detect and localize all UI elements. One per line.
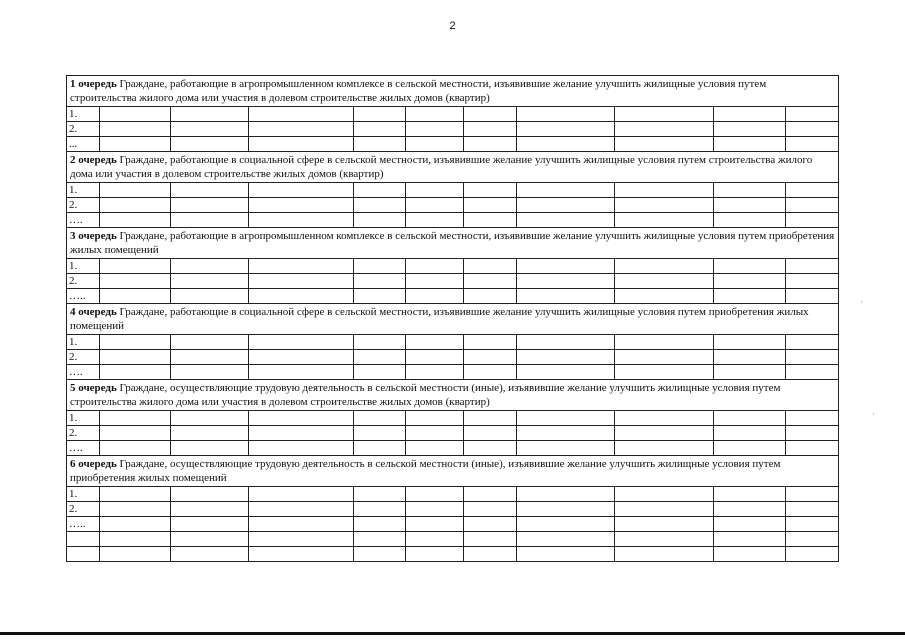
empty-cell	[354, 502, 406, 517]
empty-cell	[100, 289, 171, 304]
empty-cell	[786, 350, 839, 365]
empty-cell	[406, 532, 464, 547]
empty-cell	[171, 198, 249, 213]
empty-cell	[354, 259, 406, 274]
row-number-cell: 1.	[67, 107, 100, 122]
empty-cell	[171, 259, 249, 274]
empty-cell	[464, 183, 517, 198]
empty-cell	[517, 517, 615, 532]
empty-cell	[714, 411, 786, 426]
empty-cell	[406, 426, 464, 441]
empty-cell	[171, 183, 249, 198]
empty-cell	[171, 502, 249, 517]
empty-cell	[517, 122, 615, 137]
table-row	[67, 547, 839, 562]
empty-cell	[406, 441, 464, 456]
empty-cell	[615, 137, 714, 152]
empty-cell	[464, 426, 517, 441]
empty-cell	[171, 441, 249, 456]
empty-cell	[464, 122, 517, 137]
table-row	[67, 213, 839, 228]
empty-cell	[171, 547, 249, 562]
empty-cell	[354, 426, 406, 441]
empty-cell	[786, 183, 839, 198]
empty-cell	[517, 441, 615, 456]
empty-cell	[615, 487, 714, 502]
empty-cell	[517, 487, 615, 502]
empty-cell	[517, 365, 615, 380]
empty-cell	[406, 335, 464, 350]
empty-cell	[714, 441, 786, 456]
scan-speck: ·	[872, 410, 875, 419]
empty-cell	[249, 411, 354, 426]
queue-description: Граждане, работающие в социальной сфере в сельской местности, изъявившие желание улучшить жилищные условия путем строительства жилого дома или участия в долевом строительстве жилых домов (квартир)	[70, 154, 813, 180]
empty-cell	[354, 198, 406, 213]
queue-label: 1 очередь	[70, 78, 117, 90]
empty-cell	[517, 335, 615, 350]
table-row	[67, 411, 839, 426]
empty-cell	[100, 365, 171, 380]
empty-cell	[249, 183, 354, 198]
empty-cell	[100, 274, 171, 289]
table-row	[67, 289, 839, 304]
empty-cell	[517, 213, 615, 228]
empty-cell	[406, 107, 464, 122]
empty-cell	[714, 502, 786, 517]
empty-cell	[171, 107, 249, 122]
empty-cell	[517, 411, 615, 426]
empty-cell	[786, 532, 839, 547]
empty-cell	[354, 137, 406, 152]
row-number-cell: ….	[67, 441, 100, 456]
table-row	[67, 274, 839, 289]
empty-cell	[464, 487, 517, 502]
row-number-cell: …..	[67, 289, 100, 304]
table-row	[67, 107, 839, 122]
empty-cell	[249, 517, 354, 532]
queue-header-cell	[67, 228, 839, 259]
row-number-cell: 2.	[67, 350, 100, 365]
empty-cell	[714, 426, 786, 441]
empty-cell	[171, 274, 249, 289]
table-row	[67, 183, 839, 198]
empty-cell	[714, 107, 786, 122]
row-number-cell	[67, 532, 100, 547]
queue-header-row	[67, 304, 839, 335]
empty-cell	[786, 289, 839, 304]
empty-cell	[517, 107, 615, 122]
empty-cell	[406, 411, 464, 426]
table-row	[67, 441, 839, 456]
empty-cell	[714, 517, 786, 532]
empty-cell	[517, 137, 615, 152]
queue-description: Граждане, работающие в агропромышленном комплексе в сельской местности, изъявившие желание улучшить жилищные условия путем строительства жилого дома или участия в долевом строительстве жилых домов (квартир)	[70, 78, 767, 104]
queue-header-row	[67, 456, 839, 487]
empty-cell	[249, 335, 354, 350]
empty-cell	[786, 426, 839, 441]
empty-cell	[615, 411, 714, 426]
queue-header-cell	[67, 456, 839, 487]
empty-cell	[171, 289, 249, 304]
empty-cell	[464, 411, 517, 426]
empty-cell	[517, 426, 615, 441]
empty-cell	[406, 502, 464, 517]
row-number-cell: ...	[67, 137, 100, 152]
empty-cell	[354, 183, 406, 198]
empty-cell	[249, 441, 354, 456]
empty-cell	[517, 198, 615, 213]
empty-cell	[517, 502, 615, 517]
table-row	[67, 365, 839, 380]
empty-cell	[171, 335, 249, 350]
empty-cell	[406, 517, 464, 532]
empty-cell	[786, 441, 839, 456]
empty-cell	[517, 274, 615, 289]
empty-cell	[171, 122, 249, 137]
empty-cell	[249, 198, 354, 213]
empty-cell	[354, 122, 406, 137]
empty-cell	[786, 259, 839, 274]
empty-cell	[100, 350, 171, 365]
row-number-cell: …..	[67, 517, 100, 532]
empty-cell	[100, 502, 171, 517]
row-number-cell: 1.	[67, 487, 100, 502]
empty-cell	[615, 274, 714, 289]
empty-cell	[786, 198, 839, 213]
empty-cell	[406, 122, 464, 137]
queue-header-cell	[67, 76, 839, 107]
empty-cell	[354, 487, 406, 502]
table-row	[67, 350, 839, 365]
empty-cell	[249, 365, 354, 380]
empty-cell	[464, 365, 517, 380]
row-number-cell: 1.	[67, 335, 100, 350]
empty-cell	[100, 487, 171, 502]
row-number-cell: 1.	[67, 183, 100, 198]
queue-table-body	[67, 76, 839, 562]
empty-cell	[714, 365, 786, 380]
queue-label: 2 очередь	[70, 154, 117, 166]
empty-cell	[249, 547, 354, 562]
empty-cell	[786, 502, 839, 517]
empty-cell	[786, 517, 839, 532]
queue-header-cell	[67, 304, 839, 335]
empty-cell	[517, 289, 615, 304]
empty-cell	[406, 350, 464, 365]
queue-description: Граждане, осуществляющие трудовую деятельность в сельской местности (иные), изъявившие желание улучшить жилищные условия путем строительства жилого дома или участия в долевом строительстве жилых домов (квартир)	[70, 382, 781, 408]
empty-cell	[354, 274, 406, 289]
table-row	[67, 487, 839, 502]
row-number-cell: 1.	[67, 259, 100, 274]
row-number-cell: 1.	[67, 411, 100, 426]
queue-header-row	[67, 152, 839, 183]
empty-cell	[406, 547, 464, 562]
empty-cell	[249, 350, 354, 365]
row-number-cell	[67, 547, 100, 562]
table-row	[67, 137, 839, 152]
empty-cell	[464, 517, 517, 532]
page-number: 2	[449, 20, 456, 32]
empty-cell	[464, 335, 517, 350]
empty-cell	[100, 335, 171, 350]
empty-cell	[615, 547, 714, 562]
empty-cell	[464, 137, 517, 152]
empty-cell	[786, 137, 839, 152]
empty-cell	[406, 198, 464, 213]
empty-cell	[615, 198, 714, 213]
empty-cell	[406, 259, 464, 274]
empty-cell	[249, 122, 354, 137]
empty-cell	[714, 350, 786, 365]
empty-cell	[100, 517, 171, 532]
empty-cell	[171, 426, 249, 441]
empty-cell	[171, 365, 249, 380]
empty-cell	[100, 441, 171, 456]
queue-label: 4 очередь	[70, 306, 117, 318]
scan-speck: ·	[860, 298, 863, 307]
empty-cell	[714, 289, 786, 304]
empty-cell	[249, 274, 354, 289]
empty-cell	[171, 213, 249, 228]
empty-cell	[615, 183, 714, 198]
empty-cell	[354, 532, 406, 547]
empty-cell	[249, 502, 354, 517]
empty-cell	[249, 107, 354, 122]
empty-cell	[615, 213, 714, 228]
empty-cell	[714, 532, 786, 547]
empty-cell	[786, 274, 839, 289]
empty-cell	[100, 198, 171, 213]
empty-cell	[249, 213, 354, 228]
empty-cell	[786, 107, 839, 122]
empty-cell	[464, 502, 517, 517]
empty-cell	[464, 547, 517, 562]
empty-cell	[249, 532, 354, 547]
row-number-cell: 2.	[67, 122, 100, 137]
empty-cell	[354, 547, 406, 562]
empty-cell	[100, 411, 171, 426]
queue-label: 6 очередь	[70, 458, 117, 470]
empty-cell	[615, 517, 714, 532]
empty-cell	[100, 183, 171, 198]
table-row	[67, 426, 839, 441]
empty-cell	[171, 411, 249, 426]
empty-cell	[249, 259, 354, 274]
row-number-cell: 2.	[67, 426, 100, 441]
queue-description: Граждане, работающие в агропромышленном комплексе в сельской местности, изъявившие желание улучшить жилищные условия путем приобретения жилых помещений	[70, 230, 835, 256]
empty-cell	[100, 259, 171, 274]
empty-cell	[615, 259, 714, 274]
empty-cell	[249, 487, 354, 502]
empty-cell	[100, 107, 171, 122]
empty-cell	[786, 213, 839, 228]
empty-cell	[615, 426, 714, 441]
empty-cell	[615, 335, 714, 350]
empty-cell	[100, 426, 171, 441]
empty-cell	[406, 137, 464, 152]
empty-cell	[714, 183, 786, 198]
queue-label: 3 очередь	[70, 230, 117, 242]
empty-cell	[714, 335, 786, 350]
empty-cell	[714, 259, 786, 274]
empty-cell	[354, 350, 406, 365]
row-number-cell: ….	[67, 213, 100, 228]
empty-cell	[615, 289, 714, 304]
empty-cell	[171, 532, 249, 547]
empty-cell	[354, 365, 406, 380]
queue-header-cell	[67, 380, 839, 411]
queue-description: Граждане, осуществляющие трудовую деятельность в сельской местности (иные), изъявившие желание улучшить жилищные условия путем приобретения жилых помещений	[70, 458, 781, 484]
empty-cell	[249, 289, 354, 304]
queue-label: 5 очередь	[70, 382, 117, 394]
empty-cell	[615, 532, 714, 547]
empty-cell	[714, 122, 786, 137]
empty-cell	[406, 487, 464, 502]
empty-cell	[464, 274, 517, 289]
queue-header-cell	[67, 152, 839, 183]
empty-cell	[406, 365, 464, 380]
empty-cell	[100, 137, 171, 152]
empty-cell	[615, 350, 714, 365]
table-row	[67, 122, 839, 137]
empty-cell	[615, 107, 714, 122]
queue-header-row	[67, 228, 839, 259]
queue-table	[66, 75, 839, 562]
empty-cell	[100, 213, 171, 228]
empty-cell	[714, 137, 786, 152]
empty-cell	[714, 213, 786, 228]
table-row	[67, 532, 839, 547]
empty-cell	[464, 289, 517, 304]
empty-cell	[354, 411, 406, 426]
empty-cell	[354, 107, 406, 122]
empty-cell	[464, 259, 517, 274]
empty-cell	[786, 547, 839, 562]
empty-cell	[786, 411, 839, 426]
row-number-cell: 2.	[67, 198, 100, 213]
empty-cell	[464, 107, 517, 122]
empty-cell	[100, 532, 171, 547]
queue-description: Граждане, работающие в социальной сфере в сельской местности, изъявившие желание улучшить жилищные условия путем приобретения жилых помещений	[70, 306, 809, 332]
empty-cell	[249, 137, 354, 152]
empty-cell	[171, 350, 249, 365]
empty-cell	[517, 547, 615, 562]
queue-header-row	[67, 76, 839, 107]
empty-cell	[171, 487, 249, 502]
empty-cell	[786, 487, 839, 502]
empty-cell	[406, 289, 464, 304]
empty-cell	[615, 502, 714, 517]
empty-cell	[464, 441, 517, 456]
empty-cell	[517, 259, 615, 274]
empty-cell	[615, 365, 714, 380]
empty-cell	[171, 137, 249, 152]
empty-cell	[100, 122, 171, 137]
empty-cell	[615, 122, 714, 137]
empty-cell	[517, 183, 615, 198]
empty-cell	[464, 213, 517, 228]
empty-cell	[354, 213, 406, 228]
row-number-cell: 2.	[67, 502, 100, 517]
empty-cell	[249, 426, 354, 441]
empty-cell	[714, 547, 786, 562]
empty-cell	[714, 274, 786, 289]
empty-cell	[354, 289, 406, 304]
empty-cell	[354, 441, 406, 456]
empty-cell	[714, 487, 786, 502]
empty-cell	[786, 365, 839, 380]
row-number-cell: ….	[67, 365, 100, 380]
page-bottom-border	[0, 632, 905, 635]
empty-cell	[171, 517, 249, 532]
empty-cell	[100, 547, 171, 562]
table-row	[67, 259, 839, 274]
table-row	[67, 198, 839, 213]
empty-cell	[354, 335, 406, 350]
empty-cell	[406, 213, 464, 228]
table-row	[67, 517, 839, 532]
empty-cell	[786, 122, 839, 137]
empty-cell	[464, 198, 517, 213]
queue-header-row	[67, 380, 839, 411]
table-row	[67, 335, 839, 350]
empty-cell	[517, 350, 615, 365]
row-number-cell: 2.	[67, 274, 100, 289]
empty-cell	[517, 532, 615, 547]
empty-cell	[714, 198, 786, 213]
empty-cell	[406, 274, 464, 289]
empty-cell	[464, 532, 517, 547]
table-row	[67, 502, 839, 517]
empty-cell	[615, 441, 714, 456]
empty-cell	[354, 517, 406, 532]
empty-cell	[406, 183, 464, 198]
empty-cell	[786, 335, 839, 350]
empty-cell	[464, 350, 517, 365]
